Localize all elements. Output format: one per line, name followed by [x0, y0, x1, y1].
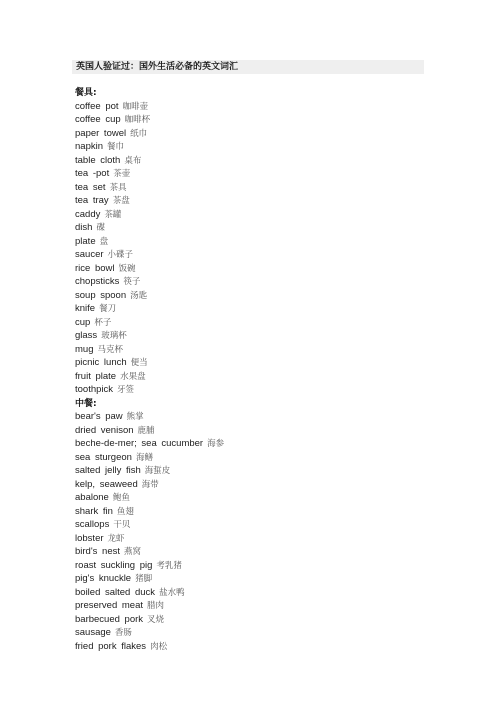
vocab-item: [75, 140, 435, 154]
english-term: glass: [75, 330, 98, 341]
english-term: sea sturgeon: [75, 451, 132, 463]
english-term: knife: [75, 303, 96, 314]
chinese-term: 玻璃杯: [101, 331, 127, 341]
vocab-item: [75, 302, 435, 316]
vocab-item: [75, 113, 435, 127]
vocab-item: [75, 532, 435, 546]
vocab-item: [75, 356, 435, 370]
english-term: mug: [75, 343, 94, 355]
chinese-term: 盘: [99, 236, 109, 247]
section-heading-chinese-food: 中餐:: [75, 398, 97, 409]
english-term: tea tray: [75, 195, 109, 206]
vocab-item: [75, 154, 435, 168]
vocab-item: [75, 248, 435, 262]
vocab-item: [75, 235, 435, 249]
vocab-item: [75, 640, 435, 654]
english-term: cup: [75, 316, 91, 328]
chinese-term: 鱼翅: [116, 506, 134, 517]
english-term: beche-de-mer; sea cucumber: [75, 438, 204, 449]
english-term: bear's paw: [75, 411, 123, 422]
vocab-item: [75, 505, 435, 519]
english-term: scallops: [75, 519, 110, 530]
chinese-term: 茶具: [109, 182, 127, 193]
chinese-term: 茶盘: [112, 196, 130, 206]
vocab-item: [75, 586, 435, 600]
chinese-term: 餐刀: [99, 304, 117, 314]
chinese-term: 海带: [141, 479, 159, 490]
vocab-item: [75, 194, 435, 208]
chinese-term: 鲍鱼: [112, 493, 130, 503]
english-term: salted jelly fish: [75, 465, 141, 476]
section-heading-tableware: 餐具:: [75, 88, 97, 98]
vocabulary-list: [75, 86, 435, 653]
chinese-term: 腊肉: [147, 601, 165, 611]
english-term: coffee pot: [75, 100, 119, 112]
vocab-item: [75, 275, 435, 289]
chinese-term: 筷子: [123, 277, 141, 287]
vocab-item: [75, 181, 435, 195]
vocab-item: [75, 370, 435, 384]
english-term: soup spoon: [75, 289, 127, 301]
vocab-item: [75, 545, 435, 559]
english-term: lobster: [75, 532, 104, 544]
chinese-term: 叉烧: [147, 614, 165, 625]
english-term: dried venison: [75, 424, 134, 436]
vocab-item: [75, 626, 435, 640]
english-term: abalone: [75, 492, 109, 503]
chinese-term: 餐巾: [107, 142, 125, 152]
vocab-item: [75, 383, 435, 397]
vocab-item: [75, 127, 435, 141]
vocab-item: [75, 451, 435, 465]
chinese-term: 牙签: [117, 385, 135, 395]
chinese-term: 饭碗: [118, 263, 136, 274]
chinese-term: 干贝: [113, 520, 131, 530]
vocab-item: [75, 289, 435, 303]
chinese-term: 马克杯: [97, 344, 123, 355]
chinese-term: 纸巾: [130, 128, 148, 139]
vocab-item: [75, 559, 435, 573]
vocab-item: [75, 262, 435, 276]
vocab-item: [75, 518, 435, 532]
english-term: tea -pot: [75, 168, 110, 179]
english-term: toothpick: [75, 384, 114, 395]
english-term: plate: [75, 235, 96, 247]
chinese-term: 便当: [130, 358, 148, 368]
chinese-term: 海鳝: [135, 452, 153, 463]
tableware-list: [75, 100, 435, 397]
vocab-item: [75, 424, 435, 438]
chinese-term: 燕窝: [124, 547, 142, 557]
chinese-term: 茶罐: [104, 209, 122, 220]
english-term: shark fin: [75, 505, 113, 517]
english-term: fried pork flakes: [75, 640, 147, 652]
english-term: rice bowl: [75, 262, 115, 274]
vocab-item: [75, 329, 435, 343]
chinese-term: 咖啡杯: [124, 115, 151, 125]
chinese-term: 考乳猪: [156, 560, 182, 571]
chinese-term: 鹿脯: [137, 425, 155, 436]
english-term: dish: [75, 222, 93, 233]
chinese-term: 熊掌: [126, 412, 144, 422]
english-term: preserved meat: [75, 600, 144, 611]
chinese-term: 茶壶: [113, 169, 131, 179]
chinese-term: 猪脚: [135, 574, 153, 584]
chinese-term: 碟: [96, 223, 105, 233]
chinese-term: 杯子: [94, 317, 112, 328]
chinese-term: 盐水鸭: [159, 587, 185, 598]
chinese-term: 桌布: [124, 155, 142, 166]
vocab-item: [75, 410, 435, 424]
english-term: pig's knuckle: [75, 573, 132, 584]
page-title: 英国人验证过：国外生活必备的英文词汇: [76, 62, 239, 72]
vocab-item: [75, 316, 435, 330]
english-term: roast suckling pig: [75, 559, 153, 571]
vocab-item: [75, 464, 435, 478]
english-term: barbecued pork: [75, 613, 144, 625]
vocab-item: [75, 613, 435, 627]
english-term: chopsticks: [75, 276, 120, 287]
chinese-term: 肉松: [150, 641, 168, 652]
vocab-item: [75, 572, 435, 586]
english-term: bird's nest: [75, 546, 121, 557]
english-term: saucer: [75, 249, 104, 260]
chinese-term: 海参: [207, 439, 225, 449]
english-term: fruit plate: [75, 370, 117, 382]
english-term: table cloth: [75, 154, 121, 166]
chinese-term: 汤匙: [130, 290, 148, 301]
vocab-item: [75, 167, 435, 181]
english-term: sausage: [75, 627, 111, 638]
english-term: caddy: [75, 208, 101, 220]
chinese-food-list: [75, 410, 435, 653]
english-term: boiled salted duck: [75, 586, 156, 598]
vocab-item: [75, 437, 435, 451]
chinese-term: 海蜇皮: [144, 466, 171, 476]
english-term: napkin: [75, 141, 103, 152]
chinese-term: 小碟子: [107, 250, 134, 260]
vocab-item: [75, 343, 435, 357]
english-term: kelp, seaweed: [75, 478, 138, 490]
vocab-item: [75, 478, 435, 492]
english-term: tea set: [75, 181, 106, 193]
vocab-item: [75, 100, 435, 114]
english-term: picnic lunch: [75, 357, 127, 368]
vocab-item: [75, 221, 435, 235]
chinese-term: 香肠: [114, 628, 132, 638]
chinese-term: 水果盘: [120, 371, 146, 382]
english-term: coffee cup: [75, 114, 121, 125]
vocab-item: [75, 599, 435, 613]
vocab-item: [75, 491, 435, 505]
vocab-item: [75, 208, 435, 222]
english-term: paper towel: [75, 127, 127, 139]
chinese-term: 龙虾: [107, 533, 125, 544]
chinese-term: 咖啡壶: [122, 101, 149, 112]
